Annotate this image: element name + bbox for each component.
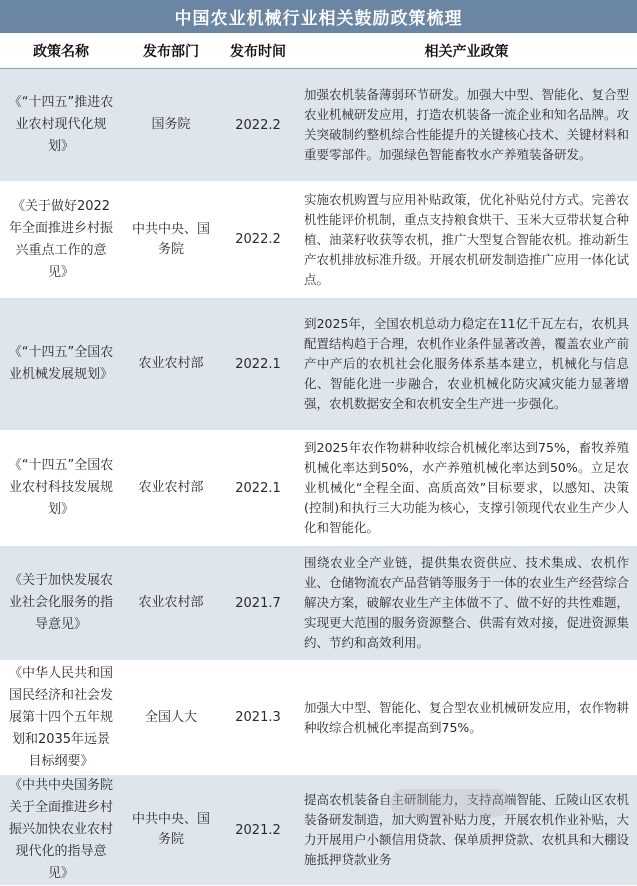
table-header-row — [0, 33, 637, 69]
policy-name-cell: 《“十四五”推进农业农村现代化规划》 — [0, 69, 122, 182]
table-row — [0, 298, 637, 431]
department-cell: 农业农村部 — [122, 546, 220, 661]
policy-table — [0, 33, 637, 886]
policy-name-cell: 《中华人民共和国国民经济和社会发展第十四个五年规划和2035年远景目标纲要》 — [0, 661, 122, 775]
department-cell: 农业农村部 — [122, 298, 220, 431]
policy-text-cell: 加强大中型、智能化、复合型农业机械研发应用，农作物耕种收综合机械化率提高到75%。 — [296, 661, 637, 775]
department-cell: 农业农村部 — [122, 431, 220, 546]
table-row — [0, 546, 637, 661]
department-cell: 国务院 — [122, 69, 220, 182]
policy-name-cell: 《“十四五”全国农业机械发展规划》 — [0, 298, 122, 431]
policy-text-cell: 围绕农业全产业链，提供集农资供应、技术集成、农机作业、仓储物流农产品营销等服务于一体的农业生产经营综合解决方案，破解农业生产主体做不了、做不好的共性难题，实现更大范围的服务资源整合、供需有效对接，促进资源集约、节约和高效利用。 — [296, 546, 637, 661]
table-row — [0, 431, 637, 546]
department-cell: 中共中央、国务院 — [122, 182, 220, 298]
header-related-policy: 相关产业政策 — [296, 33, 637, 69]
table-row — [0, 661, 637, 775]
page-title: 中国农业机械行业相关鼓励政策梳理 — [0, 0, 637, 33]
date-cell: 2021.3 — [220, 661, 296, 775]
policy-name-cell: 《关于加快发展农业社会化服务的指导意见》 — [0, 546, 122, 661]
header-department: 发布部门 — [122, 33, 220, 69]
policy-name-cell: 《关于做好2022年全面推进乡村振兴重点工作的意见》 — [0, 182, 122, 298]
date-cell: 2022.1 — [220, 431, 296, 546]
policy-text-cell: 到2025年农作物耕种收综合机械化率达到75%，畜牧养殖机械化率达到50%，水产养殖机械化率达到50%。立足农业机械化“全程全面、高质高效”目标要求，以感知、决策(控制)和执行三大功能为核心，支撑引领现代农业生产少人化和智能化。 — [296, 431, 637, 546]
table-row — [0, 775, 637, 886]
header-policy-name: 政策名称 — [0, 33, 122, 69]
date-cell: 2022.1 — [220, 298, 296, 431]
policy-text-cell: 到2025年，全国农机总动力稳定在11亿千瓦左右，农机具配置结构趋于合理，农机作业条件显著改善，覆盖农业产前产中产后的农机社会化服务体系基本建立，机械化与信息化、智能化进一步融合，农业机械化防灾减灾能力显著增强，农机数据安全和农机安全生产进一步强化。 — [296, 298, 637, 431]
policy-text-cell: 加强农机装备薄弱环节研发。加强大中型、智能化、复合型农业机械研发应用，打造农机装备一流企业和知名品牌。攻关突破制约整机综合性能提升的关键核心技术、关键材料和重要零部件。加强绿色智能畜牧水产养殖装备研发。 — [296, 69, 637, 182]
policy-text-cell: 实施农机购置与应用补贴政策，优化补贴兑付方式。完善农机性能评价机制，重点支持粮食烘干、玉米大豆带状复合种植、油菜籽收获等农机，推广大型复合智能农机。推动新生产农机排放标准升级。开展农机研发制造推广应用一体化试点。 — [296, 182, 637, 298]
table-row — [0, 69, 637, 182]
policy-name-cell: 《“十四五”全国农业农村科技发展规划》 — [0, 431, 122, 546]
department-cell: 中共中央、国务院 — [122, 775, 220, 886]
header-date: 发布时间 — [220, 33, 296, 69]
policy-text-cell: 提高农机装备自主研制能力，支持高端智能、丘陵山区农机装备研发制造，加大购置补贴力度，开展农机作业补贴，大力开展用户小额信用贷款、保单质押贷款、农机具和大棚设施抵押贷款业务 — [296, 775, 637, 886]
department-cell: 全国人大 — [122, 661, 220, 775]
watermark — [390, 789, 510, 817]
table-row — [0, 182, 637, 298]
date-cell: 2022.2 — [220, 182, 296, 298]
date-cell: 2021.2 — [220, 775, 296, 886]
policy-name-cell: 《中共中央国务院关于全面推进乡村振兴加快农业农村现代化的指导意见》 — [0, 775, 122, 886]
date-cell: 2021.7 — [220, 546, 296, 661]
date-cell: 2022.2 — [220, 69, 296, 182]
